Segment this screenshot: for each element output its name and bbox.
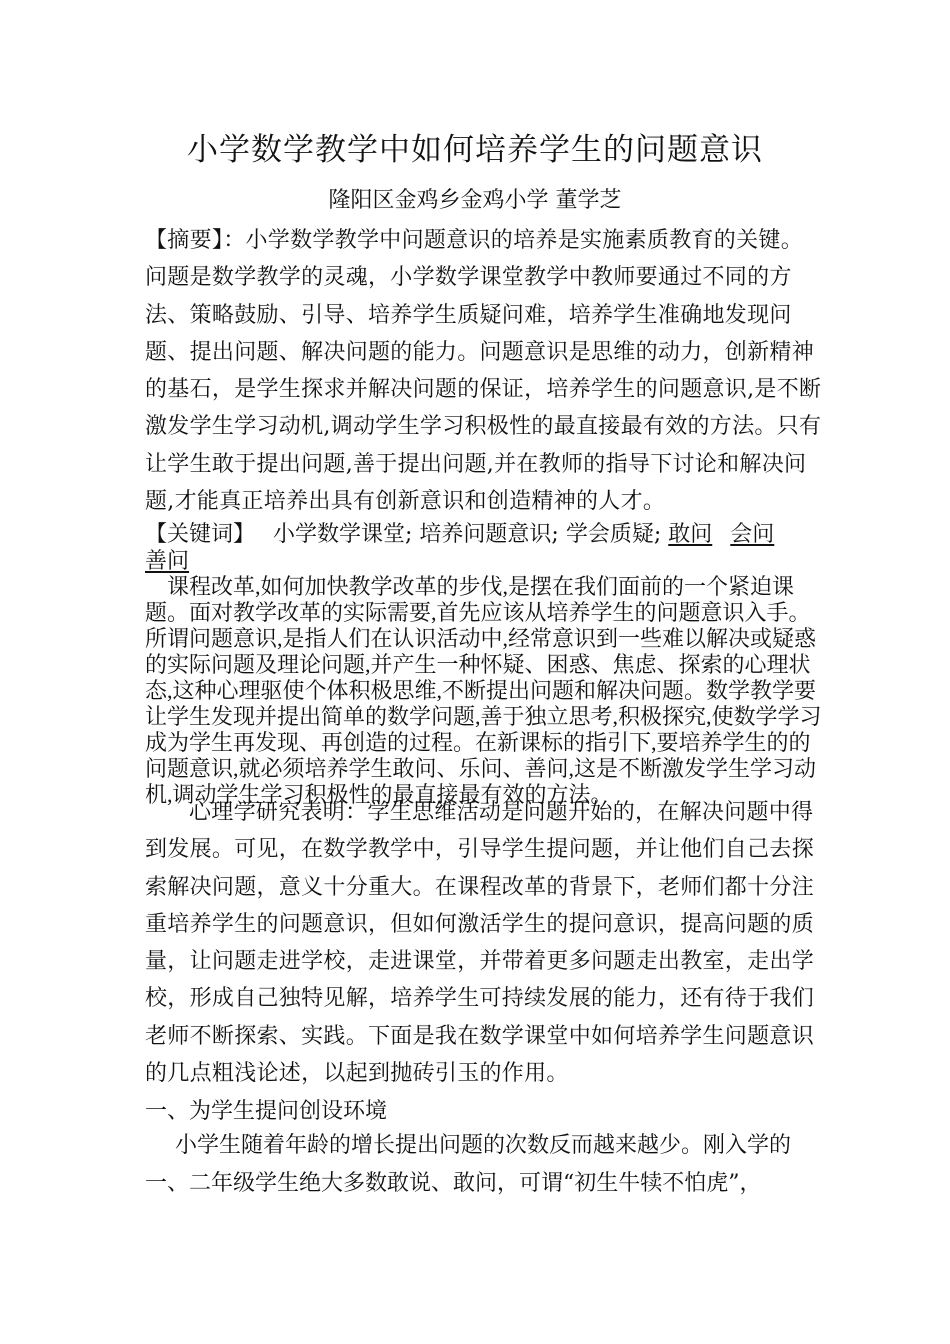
abstract-paragraph: 【摘要】：小学数学教学中问题意识的培养是实施素质教育的关键。问题是数学教学的灵魂，小学数学课堂教学中教师要通过不同的方法、策略鼓励、引导、培养学生质疑问难，培养学生准确地发现问题、提出问题、解决问题的能力。问题意识是思维的动力，创新精神的基石，是学生探求并解决问题的保证，培养学生的问题意识,是不断激发学生学习动机,调动学生学习积极性的最直接最有效的方法。只有让学生敢于提出问题,善于提出问题,并在教师的指导下讨论和解决问题,才能真正培养出具有创新意识和创造精神的人才。 bbox=[145, 228, 822, 515]
section-heading: 一、为学生提问创设环境 bbox=[145, 1099, 388, 1124]
keyword-underlined-3: 善问 bbox=[145, 549, 190, 574]
body-paragraph-1: 课程改革,如何加快教学改革的步伐,是摆在我们面前的一个紧迫课题。面对教学改革的实际需要,首先应该从培养学生的问题意识入手。所谓问题意识,是指人们在认识活动中,经常意识到一些难以解决或疑惑的实际问题及理论问题,并产生一种怀疑、困惑、焦虑、探索的心理状态,这种心理驱使个体积极思维,不断提出问题和解决问题。数学教学要让学生发现并提出简单的数学问题,善于独立思考,积极探究,使数学学习成为学生再发现、再创造的过程。在新课标的指引下,要培养学生的的问题意识,就必须培养学生敢问、乐问、善问,这是不断激发学生学习动机,调动学生学习积极性的最直接最有效的方法。 bbox=[145, 574, 822, 807]
keywords-line bbox=[145, 521, 825, 575]
keyword-underlined-2: 会问 bbox=[730, 522, 775, 547]
author-line: 隆阳区金鸡乡金鸡小学 董学芝 bbox=[328, 188, 622, 213]
body-paragraph-3: 小学生随着年龄的增长提出问题的次数反而越来越少。刚入学的一、二年级学生绝大多数敢说、敢问，可谓“初生牛犊不怕虎”， bbox=[145, 1133, 792, 1196]
keywords-label: 【关键词】 bbox=[145, 522, 256, 547]
keywords-plain: 小学数学课堂; 培养问题意识; 学会质疑; bbox=[273, 522, 662, 547]
keyword-underlined-1: 敢问 bbox=[668, 522, 713, 547]
body-paragraph-2: 心理学研究表明：学生思维活动是问题开始的，在解决问题中得到发展。可见，在数学教学中，引导学生提问题，并让他们自己去探索解决问题，意义十分重大。在课程改革的背景下，老师们都十分注重培养学生的问题意识，但如何激活学生的提问意识，提高问题的质量，让问题走进学校，走进课堂，并带着更多问题走出教室，走出学校，形成自己独特见解，培养学生可持续发展的能力，还有待于我们老师不断探索、实践。下面是我在数学课堂中如何培养学生问题意识的几点粗浅论述，以起到抛砖引玉的作用。 bbox=[145, 800, 815, 1087]
document-title: 小学数学教学中如何培养学生的问题意识 bbox=[187, 132, 763, 168]
